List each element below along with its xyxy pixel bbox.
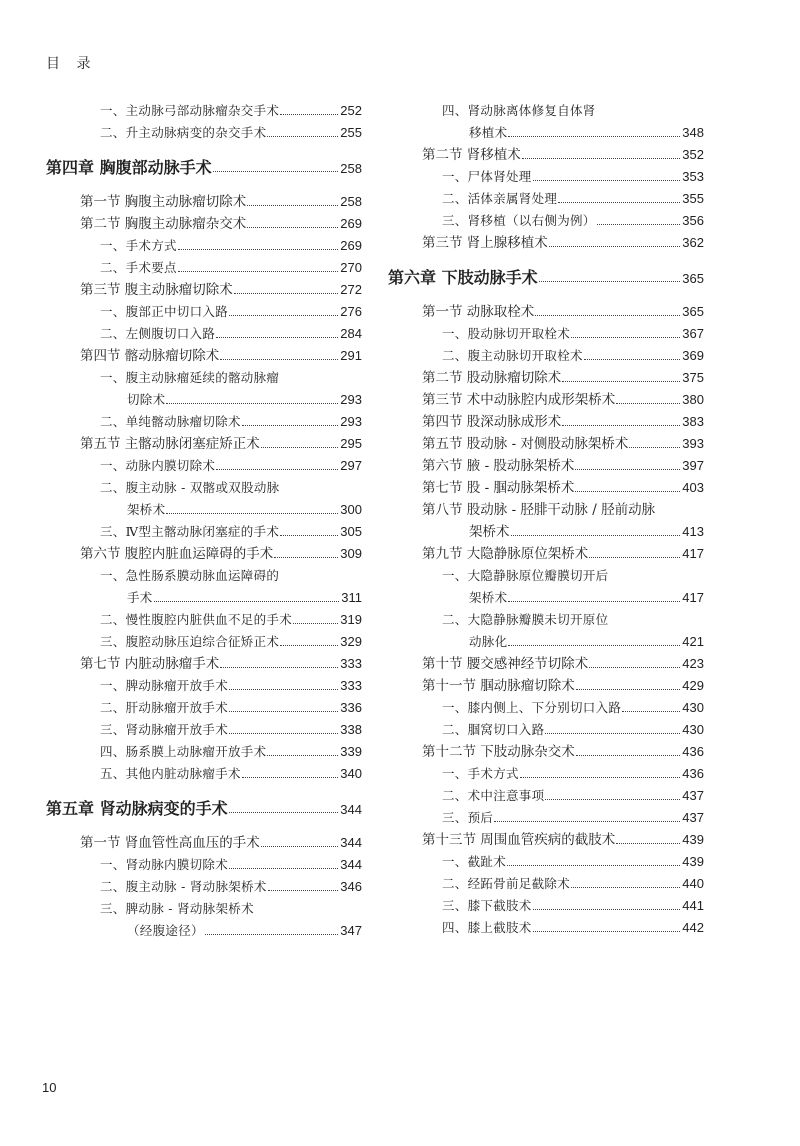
toc-entry-page: 437 (682, 788, 704, 803)
toc-entry-title: 二、大隐静脉瓣膜未切开原位 (442, 612, 609, 627)
toc-entry-title: 第五章 肾动脉病变的手术 (46, 799, 228, 818)
toc-entry-page: 339 (340, 744, 362, 759)
toc-entry-sub (46, 741, 362, 763)
toc-entry-page: 252 (340, 103, 362, 118)
toc-entry-title: 二、腹主动脉 - 双髂或双股动脉 (100, 480, 280, 495)
dot-leader (220, 667, 338, 668)
toc-entry-section (46, 213, 362, 235)
toc-entry-title: 第二节 肾移植术 (422, 147, 521, 163)
toc-entry-page: 333 (340, 656, 362, 671)
toc-entry-title: 四、肾动脉离体修复自体肾 (442, 103, 596, 118)
dot-leader (558, 202, 680, 203)
toc-entry-page: 365 (682, 271, 704, 286)
toc-entry-section (388, 499, 704, 521)
toc-entry-title: 二、慢性腹腔内脏供血不足的手术 (100, 612, 293, 627)
toc-entry-page: 365 (682, 304, 704, 319)
toc-entry-sub (46, 301, 362, 323)
toc-entry-page: 423 (682, 656, 704, 671)
toc-entry-title: 一、手术方式 (442, 766, 519, 781)
dot-leader (229, 733, 338, 734)
toc-entry-page: 270 (340, 260, 362, 275)
toc-entry-title: 第四章 胸腹部动脉手术 (46, 158, 212, 177)
toc-entry-chapter (46, 794, 362, 824)
dot-leader (234, 293, 339, 294)
toc-entry-title: 切除术 (127, 392, 166, 407)
dot-leader (220, 359, 338, 360)
toc-entry-title: 第三节 术中动脉腔内成形架桥术 (422, 392, 616, 408)
toc-entry-page: 355 (682, 191, 704, 206)
toc-entry-title: 三、预后 (442, 810, 494, 825)
dot-leader (280, 645, 338, 646)
toc-entry-page: 293 (340, 414, 362, 429)
dot-leader (178, 249, 338, 250)
toc-entry-title: 一、脾动脉瘤开放手术 (100, 678, 229, 693)
toc-entry-title: 一、肾动脉内膜切除术 (100, 857, 229, 872)
toc-entry-sub (388, 565, 704, 587)
toc-entry-title: 第一节 肾血管性高血压的手术 (80, 835, 260, 851)
toc-entry-title: 二、单纯髂动脉瘤切除术 (100, 414, 241, 429)
toc-entry-sub (388, 210, 704, 232)
toc-entry-sub (46, 323, 362, 345)
toc-entry-page: 344 (340, 802, 362, 817)
toc-entry-title: 第十节 腰交感神经节切除术 (422, 656, 589, 672)
toc-entry-page: 362 (682, 235, 704, 250)
toc-entry-sub (388, 100, 704, 122)
dot-leader (247, 205, 338, 206)
dot-leader (571, 887, 680, 888)
dot-leader (166, 403, 338, 404)
toc-entry-sub (46, 631, 362, 653)
toc-entry-page: 329 (340, 634, 362, 649)
toc-entry-page: 258 (340, 194, 362, 209)
toc-entry-page: 440 (682, 876, 704, 891)
dot-leader (511, 535, 681, 536)
toc-entry-title: （经腹途径） (127, 923, 204, 938)
toc-entry-section (388, 367, 704, 389)
dot-leader (589, 557, 680, 558)
toc-entry-title: 架桥术 (127, 502, 166, 517)
toc-entry-page: 297 (340, 458, 362, 473)
toc-entry-title: 二、经跖骨前足截除术 (442, 876, 571, 891)
page-number: 10 (42, 1080, 57, 1095)
toc-entry-sub (388, 917, 704, 939)
toc-entry-page: 269 (340, 216, 362, 231)
toc-entry-title: 五、其他内脏动脉瘤手术 (100, 766, 241, 781)
dot-leader (274, 557, 338, 558)
dot-leader (622, 711, 680, 712)
toc-entry-sub (46, 587, 362, 609)
toc-entry-sub (388, 609, 704, 631)
toc-entry-section (46, 191, 362, 213)
toc-entry-page: 442 (682, 920, 704, 935)
toc-entry-title: 动脉化 (469, 634, 508, 649)
toc-entry-title: 一、手术方式 (100, 238, 177, 253)
dot-leader (261, 846, 339, 847)
toc-entry-title: 手术 (127, 590, 153, 605)
dot-leader (549, 246, 681, 247)
toc-entry-sub (46, 719, 362, 741)
toc-entry-sub (46, 521, 362, 543)
toc-entry-sub (46, 609, 362, 631)
toc-entry-title: 二、腘窝切口入路 (442, 722, 545, 737)
toc-entry-page: 383 (682, 414, 704, 429)
toc-entry-page: 338 (340, 722, 362, 737)
toc-entry-title: 二、腹主动脉 - 肾动脉架桥术 (100, 879, 267, 894)
toc-entry-sub (388, 631, 704, 653)
toc-entry-sub (388, 697, 704, 719)
toc-entry-page: 255 (340, 125, 362, 140)
toc-entry-title: 一、腹部正中切口入路 (100, 304, 229, 319)
toc-entry-page: 380 (682, 392, 704, 407)
dot-leader (535, 315, 680, 316)
toc-entry-page: 336 (340, 700, 362, 715)
toc-entry-section (388, 389, 704, 411)
toc-entry-title: 第二节 股动脉瘤切除术 (422, 370, 562, 386)
toc-entry-page: 403 (682, 480, 704, 495)
toc-entry-title: 第五节 主髂动脉闭塞症矫正术 (80, 436, 260, 452)
toc-entry-page: 293 (340, 392, 362, 407)
dot-leader (213, 171, 339, 172)
toc-entry-sub (46, 367, 362, 389)
toc-entry-title: 三、膝下截肢术 (442, 898, 532, 913)
toc-entry-page: 397 (682, 458, 704, 473)
dot-leader (508, 136, 680, 137)
dot-leader (507, 865, 680, 866)
dot-leader (571, 337, 680, 338)
toc-entry-sub (388, 188, 704, 210)
toc-entry-page: 441 (682, 898, 704, 913)
dot-leader (247, 227, 338, 228)
toc-entry-page: 413 (682, 524, 704, 539)
toc-entry-title: 第五节 股动脉 - 对侧股动脉架桥术 (422, 436, 629, 452)
toc-entry-page: 346 (340, 879, 362, 894)
toc-entry-page: 369 (682, 348, 704, 363)
toc-entry-title: 一、急性肠系膜动脉血运障碍的 (100, 568, 280, 583)
dot-leader (216, 337, 338, 338)
dot-leader (242, 777, 338, 778)
toc-entry-title: 二、左侧腹切口入路 (100, 326, 216, 341)
dot-leader (629, 447, 680, 448)
toc-entry-title: 第六节 腋 - 股动脉架桥术 (422, 458, 575, 474)
dot-leader (242, 425, 338, 426)
dot-leader (522, 158, 681, 159)
toc-entry-section (46, 543, 362, 565)
toc-entry-sub (46, 898, 362, 920)
toc-entry-page: 356 (682, 213, 704, 228)
dot-leader (616, 843, 680, 844)
toc-entry-section (388, 543, 704, 565)
toc-entry-page: 344 (340, 835, 362, 850)
toc-entry-page: 258 (340, 161, 362, 176)
dot-leader (205, 934, 338, 935)
toc-entry-page: 437 (682, 810, 704, 825)
toc-entry-title: 第一节 动脉取栓术 (422, 304, 535, 320)
dot-leader (229, 868, 338, 869)
dot-leader (166, 513, 338, 514)
dot-leader (520, 777, 680, 778)
dot-leader (293, 623, 338, 624)
toc-entry-section (388, 477, 704, 499)
toc-entry-page: 269 (340, 238, 362, 253)
dot-leader (508, 601, 680, 602)
toc-entry-title: 架桥术 (469, 524, 510, 540)
toc-entry-sub (46, 100, 362, 122)
toc-entry-sub (388, 166, 704, 188)
toc-entry-section (388, 741, 704, 763)
toc-entry-sub (46, 257, 362, 279)
toc-entry-title: 第三节 腹主动脉瘤切除术 (80, 282, 233, 298)
toc-entry-section (46, 279, 362, 301)
toc-entry-title: 架桥术 (469, 590, 508, 605)
toc-entry-title: 二、术中注意事项 (442, 788, 545, 803)
toc-entry-page: 276 (340, 304, 362, 319)
toc-entry-sub (46, 122, 362, 144)
toc-entry-page: 309 (340, 546, 362, 561)
dot-leader (533, 180, 681, 181)
toc-entry-sub (388, 851, 704, 873)
toc-entry-section (46, 832, 362, 854)
toc-entry-page: 430 (682, 722, 704, 737)
toc-entry-sub (388, 345, 704, 367)
toc-entry-section (388, 232, 704, 254)
toc-entry-page: 417 (682, 546, 704, 561)
toc-entry-chapter (388, 263, 704, 293)
toc-entry-title: 一、动脉内膜切除术 (100, 458, 216, 473)
toc-entry-title: 二、腹主动脉切开取栓术 (442, 348, 583, 363)
toc-entry-page: 347 (340, 923, 362, 938)
dot-leader (268, 890, 339, 891)
toc-entry-sub (388, 323, 704, 345)
dot-leader (267, 136, 338, 137)
toc-entry-sub (388, 587, 704, 609)
toc-entry-sub (46, 499, 362, 521)
dot-leader (280, 114, 338, 115)
toc-entry-title: 三、肾移植（以右侧为例） (442, 213, 596, 228)
toc-entry-page: 295 (340, 436, 362, 451)
dot-leader (267, 755, 338, 756)
toc-entry-page: 353 (682, 169, 704, 184)
toc-entry-section (388, 301, 704, 323)
toc-entry-title: 第六章 下肢动脉手术 (388, 268, 538, 287)
toc-entry-title: 二、肝动脉瘤开放手术 (100, 700, 229, 715)
toc-entry-sub (388, 807, 704, 829)
toc-entry-page: 436 (682, 766, 704, 781)
toc-left-column (46, 100, 362, 942)
toc-entry-section (46, 653, 362, 675)
dot-leader (229, 689, 338, 690)
toc-entry-page: 348 (682, 125, 704, 140)
dot-leader (154, 601, 340, 602)
dot-leader (494, 821, 680, 822)
dot-leader (229, 711, 338, 712)
dot-leader (545, 733, 680, 734)
toc-entry-page: 311 (341, 590, 362, 605)
toc-entry-sub (388, 763, 704, 785)
toc-entry-page: 340 (340, 766, 362, 781)
dot-leader (533, 931, 681, 932)
toc-entry-sub (46, 235, 362, 257)
toc-entry-section (388, 144, 704, 166)
toc-entry-section (388, 455, 704, 477)
toc-entry-title: 二、升主动脉病变的杂交手术 (100, 125, 267, 140)
toc-entry-section (388, 653, 704, 675)
dot-leader (508, 645, 680, 646)
toc-entry-title: 四、肠系膜上动脉瘤开放手术 (100, 744, 267, 759)
toc-entry-page: 417 (682, 590, 704, 605)
toc-entry-section (388, 675, 704, 697)
toc-entry-page: 421 (682, 634, 704, 649)
toc-entry-section (46, 433, 362, 455)
toc-entry-title: 第一节 胸腹主动脉瘤切除术 (80, 194, 247, 210)
toc-entry-title: 二、手术要点 (100, 260, 177, 275)
toc-entry-sub (46, 477, 362, 499)
toc-entry-page: 319 (340, 612, 362, 627)
dot-leader (280, 535, 338, 536)
toc-entry-sub (388, 785, 704, 807)
dot-leader (562, 425, 680, 426)
toc-entry-page: 393 (682, 436, 704, 451)
dot-leader (589, 667, 680, 668)
toc-entry-sub (388, 873, 704, 895)
toc-entry-title: 一、膝内侧上、下分别切口入路 (442, 700, 622, 715)
toc-entry-page: 352 (682, 147, 704, 162)
toc-entry-sub (46, 920, 362, 942)
toc-entry-page: 439 (682, 854, 704, 869)
toc-entry-chapter (46, 153, 362, 183)
toc-entry-title: 一、股动脉切开取栓术 (442, 326, 571, 341)
toc-entry-page: 367 (682, 326, 704, 341)
toc-entry-sub (46, 411, 362, 433)
toc-entry-title: 第十二节 下肢动脉杂交术 (422, 744, 575, 760)
toc-entry-title: 移植术 (469, 125, 508, 140)
toc-entry-page: 436 (682, 744, 704, 759)
dot-leader (616, 403, 680, 404)
toc-entry-sub (388, 895, 704, 917)
dot-leader (545, 799, 680, 800)
toc-entry-title: 四、膝上截肢术 (442, 920, 532, 935)
toc-entry-section (388, 411, 704, 433)
toc-entry-title: 三、脾动脉 - 肾动脉架桥术 (100, 901, 254, 916)
toc-entry-title: 第六节 腹腔内脏血运障碍的手术 (80, 546, 274, 562)
toc-entry-sub (46, 876, 362, 898)
toc-entry-page: 272 (340, 282, 362, 297)
toc-entry-page: 305 (340, 524, 362, 539)
toc-entry-sub (46, 763, 362, 785)
toc-entry-title: 第十三节 周围血管疾病的截肢术 (422, 832, 616, 848)
page-header: 目 录 (46, 56, 97, 72)
toc-entry-page: 375 (682, 370, 704, 385)
toc-entry-title: 一、腹主动脉瘤延续的髂动脉瘤 (100, 370, 280, 385)
toc-entry-title: 三、Ⅳ型主髂动脉闭塞症的手术 (100, 524, 280, 539)
dot-leader (597, 224, 681, 225)
dot-leader (539, 281, 681, 282)
toc-entry-page: 291 (340, 348, 362, 363)
toc-entry-title: 第四节 股深动脉成形术 (422, 414, 562, 430)
toc-entry-section (46, 345, 362, 367)
toc-entry-page: 333 (340, 678, 362, 693)
dot-leader (229, 315, 338, 316)
dot-leader (533, 909, 681, 910)
toc-entry-sub (46, 697, 362, 719)
toc-entry-title: 一、大隐静脉原位瓣膜切开后 (442, 568, 609, 583)
toc-entry-page: 284 (340, 326, 362, 341)
dot-leader (575, 491, 680, 492)
toc-entry-title: 二、活体亲属肾处理 (442, 191, 558, 206)
toc-entry-page: 430 (682, 700, 704, 715)
toc-entry-page: 300 (340, 502, 362, 517)
toc-entry-title: 第九节 大隐静脉原位架桥术 (422, 546, 589, 562)
toc-entry-section (388, 829, 704, 851)
toc-entry-title: 三、腹腔动脉压迫综合征矫正术 (100, 634, 280, 649)
toc-entry-page: 439 (682, 832, 704, 847)
toc-entry-section (388, 521, 704, 543)
toc-entry-title: 第七节 内脏动脉瘤手术 (80, 656, 220, 672)
toc-entry-sub (46, 565, 362, 587)
toc-entry-title: 第四节 髂动脉瘤切除术 (80, 348, 220, 364)
toc-entry-title: 第十一节 腘动脉瘤切除术 (422, 678, 575, 694)
toc-entry-title: 第七节 股 - 腘动脉架桥术 (422, 480, 575, 496)
dot-leader (584, 359, 680, 360)
dot-leader (576, 689, 681, 690)
toc-entry-sub (46, 854, 362, 876)
toc-entry-title: 一、主动脉弓部动脉瘤杂交手术 (100, 103, 280, 118)
dot-leader (576, 755, 681, 756)
toc-entry-title: 第三节 肾上腺移植术 (422, 235, 548, 251)
dot-leader (261, 447, 339, 448)
toc-entry-section (388, 433, 704, 455)
toc-entry-sub (46, 455, 362, 477)
toc-entry-sub (388, 719, 704, 741)
dot-leader (216, 469, 338, 470)
toc-entry-sub (46, 675, 362, 697)
toc-entry-page: 344 (340, 857, 362, 872)
dot-leader (575, 469, 680, 470)
toc-entry-title: 三、肾动脉瘤开放手术 (100, 722, 229, 737)
toc-entry-sub (388, 122, 704, 144)
toc-entry-title: 一、截趾术 (442, 854, 507, 869)
dot-leader (178, 271, 338, 272)
dot-leader (562, 381, 680, 382)
toc-entry-page: 429 (682, 678, 704, 693)
toc-entry-sub (46, 389, 362, 411)
dot-leader (229, 812, 339, 813)
toc-entry-title: 一、尸体肾处理 (442, 169, 532, 184)
toc-entry-title: 第八节 股动脉 - 胫腓干动脉 / 胫前动脉 (422, 502, 656, 518)
toc-entry-title: 第二节 胸腹主动脉瘤杂交术 (80, 216, 247, 232)
toc-right-column (388, 100, 704, 939)
